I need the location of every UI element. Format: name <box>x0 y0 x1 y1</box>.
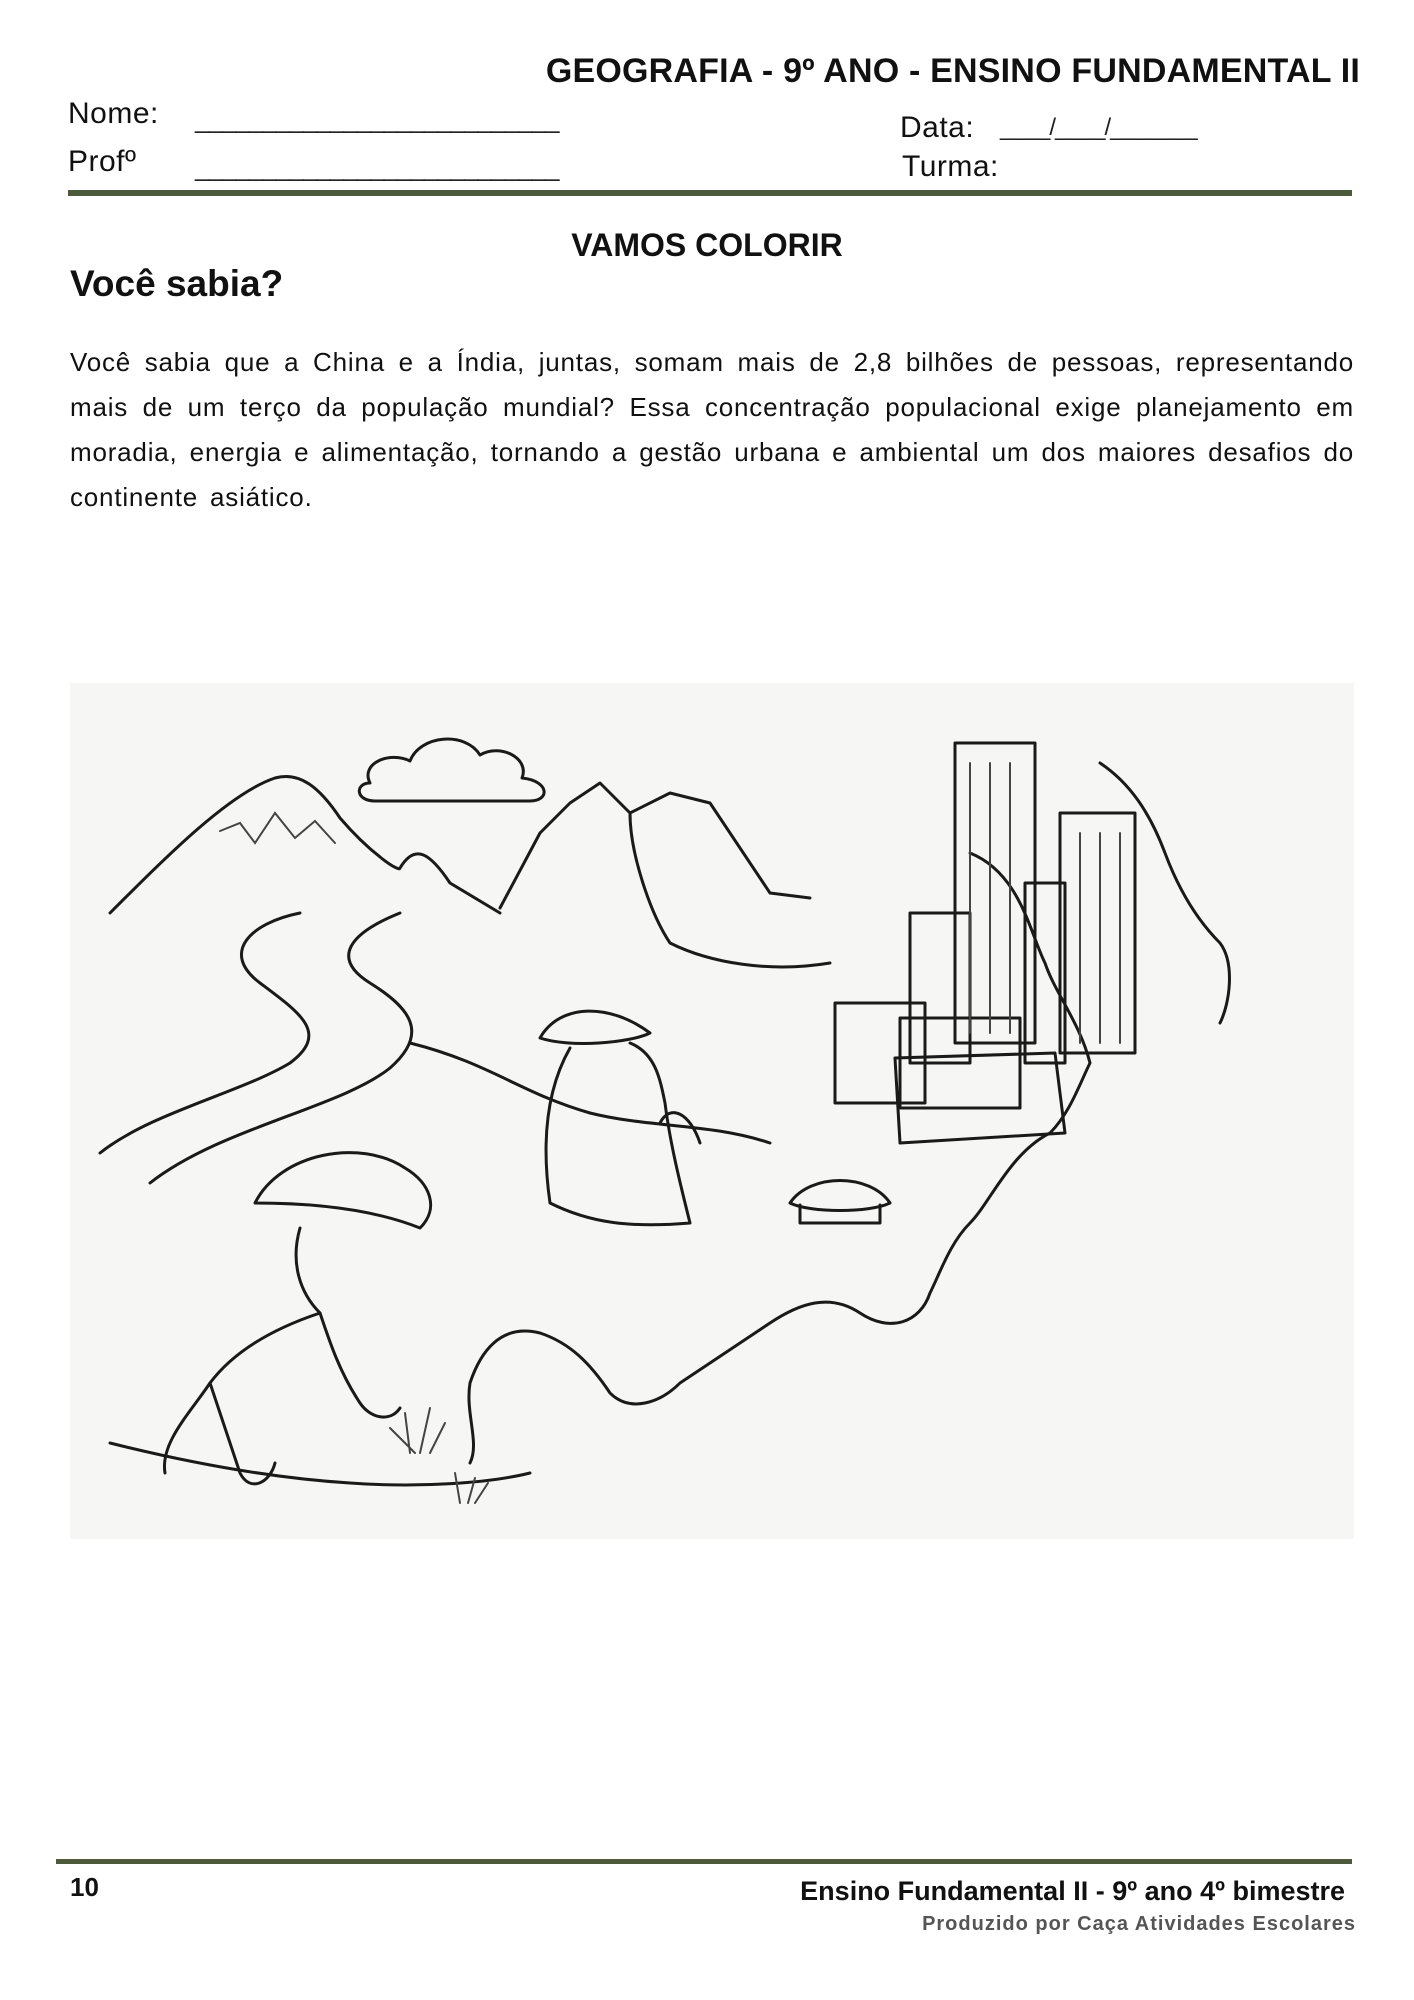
mountain-icon <box>110 776 500 913</box>
footer-credit: Produzido por Caça Atividades Escolares <box>922 1913 1356 1935</box>
prof-field[interactable]: ___________________________ <box>195 152 559 182</box>
data-label: Data: <box>900 111 975 144</box>
footer-course: Ensino Fundamental II - 9º ano 4º bimestre <box>800 1876 1345 1906</box>
cloud-icon <box>359 739 544 801</box>
asia-map-icon <box>469 853 1090 1463</box>
footer-divider <box>56 1859 1352 1864</box>
section-paragraph: Você sabia que a China e a Índia, juntas, somam mais de 2,8 bilhões de pessoas, representando mais de um terço da população mundial? Essa concentração populacional exige planejamento em moradia, energia e alimentação, tornando a gestão urbana e ambiental um dos maiores desafios do continente asiático. <box>70 347 1354 512</box>
hut-icon <box>790 1181 890 1224</box>
illustration-drawing <box>70 683 1354 1539</box>
data-field[interactable]: ____/____/_______ <box>1000 114 1197 141</box>
activity-title: VAMOS COLORIR <box>571 227 843 263</box>
header-divider <box>68 190 1352 196</box>
nome-field[interactable]: ___________________________ <box>195 104 559 134</box>
seated-farmer-icon <box>540 1011 650 1043</box>
page-number: 10 <box>70 1872 99 1902</box>
prof-label: Profº <box>68 145 137 178</box>
section-heading: Você sabia? <box>70 263 284 304</box>
skyscraper-icon <box>955 743 1035 1043</box>
page-title: GEOGRAFIA - 9º ANO - ENSINO FUNDAMENTAL II <box>545 52 1360 90</box>
turma-label: Turma: <box>902 150 999 183</box>
coloring-illustration <box>70 683 1354 1539</box>
river-icon <box>100 913 309 1153</box>
hills-icon <box>500 783 810 908</box>
building-icon <box>895 1053 1065 1143</box>
rice-plant-icon <box>390 1408 445 1453</box>
nome-label: Nome: <box>68 97 159 130</box>
farmer-icon <box>255 1153 431 1228</box>
